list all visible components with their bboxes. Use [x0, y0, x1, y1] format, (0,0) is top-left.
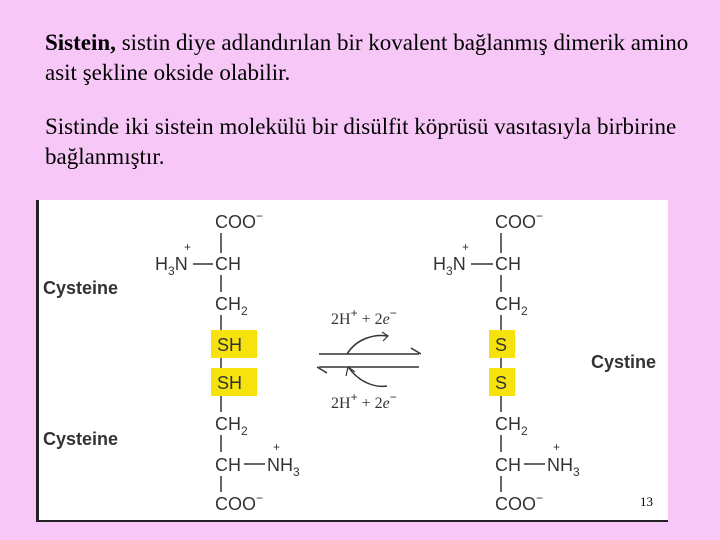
left-amine-bottom: $NH_3$ — [267, 455, 300, 479]
cysteine-label-top: Cysteine — [43, 278, 119, 298]
redox-label-top: 2H+ + 2e− — [331, 306, 397, 328]
paragraph-cysteine-oxidation — [45, 28, 705, 88]
left-carboxylate-top: COO− — [215, 209, 264, 232]
left-amine-charge-top: + — [184, 240, 192, 254]
left-amine-top: $H_3N$ — [155, 254, 188, 278]
release-curve — [347, 336, 387, 354]
right-ch2-bottom: $CH_2$ — [495, 414, 528, 438]
right-amine-top: $H_3N$ — [433, 254, 466, 278]
uptake-curve — [349, 368, 387, 386]
thiol-top: SH — [217, 335, 243, 355]
sulfur-top: S — [495, 335, 508, 355]
term-sistein: Sistein, — [45, 30, 116, 55]
cysteine-label-bottom: Cysteine — [43, 429, 119, 449]
thiol-bottom: SH — [217, 373, 243, 393]
right-ch2-top: $CH_2$ — [495, 294, 528, 318]
forward-arrowhead — [411, 348, 421, 354]
uptake-curve-head — [346, 367, 355, 376]
redox-label-bottom: 2H+ + 2e− — [331, 390, 397, 412]
left-carboxylate-bottom: COO− — [215, 491, 264, 514]
sulfur-bottom: S — [495, 373, 508, 393]
cysteine-cystine-diagram — [36, 200, 668, 522]
left-amine-charge-bottom: + — [273, 440, 281, 454]
cystine-label: Cystine — [591, 352, 657, 372]
right-amine-charge-top: + — [462, 240, 470, 254]
release-curve-head — [382, 332, 388, 341]
left-ch2-bottom: $CH_2$ — [215, 414, 248, 438]
right-amine-charge-bottom: + — [553, 440, 561, 454]
left-ch2-top: $CH_2$ — [215, 294, 248, 318]
right-amine-bottom: $NH_3$ — [547, 455, 580, 479]
right-carboxylate-top: COO− — [495, 209, 544, 232]
slide-number: 13 — [640, 494, 653, 509]
right-alpha-carbon-top: CH — [495, 254, 521, 274]
paragraph-disulfide-bridge: Sistinde iki sistein molekülü bir disülfit köprüsü vasıtasıyla birbirine bağlanmıştır. — [45, 114, 677, 169]
left-alpha-carbon-top: CH — [215, 254, 241, 274]
right-alpha-carbon-bottom: CH — [495, 455, 521, 475]
right-carboxylate-bottom: COO− — [495, 491, 544, 514]
reverse-arrowhead — [317, 367, 327, 373]
paragraph-1-text: sistin diye adlandırılan bir kovalent bağlanmış dimerik amino asit şekline okside olabilir. — [45, 30, 689, 85]
left-alpha-carbon-bottom: CH — [215, 455, 241, 475]
